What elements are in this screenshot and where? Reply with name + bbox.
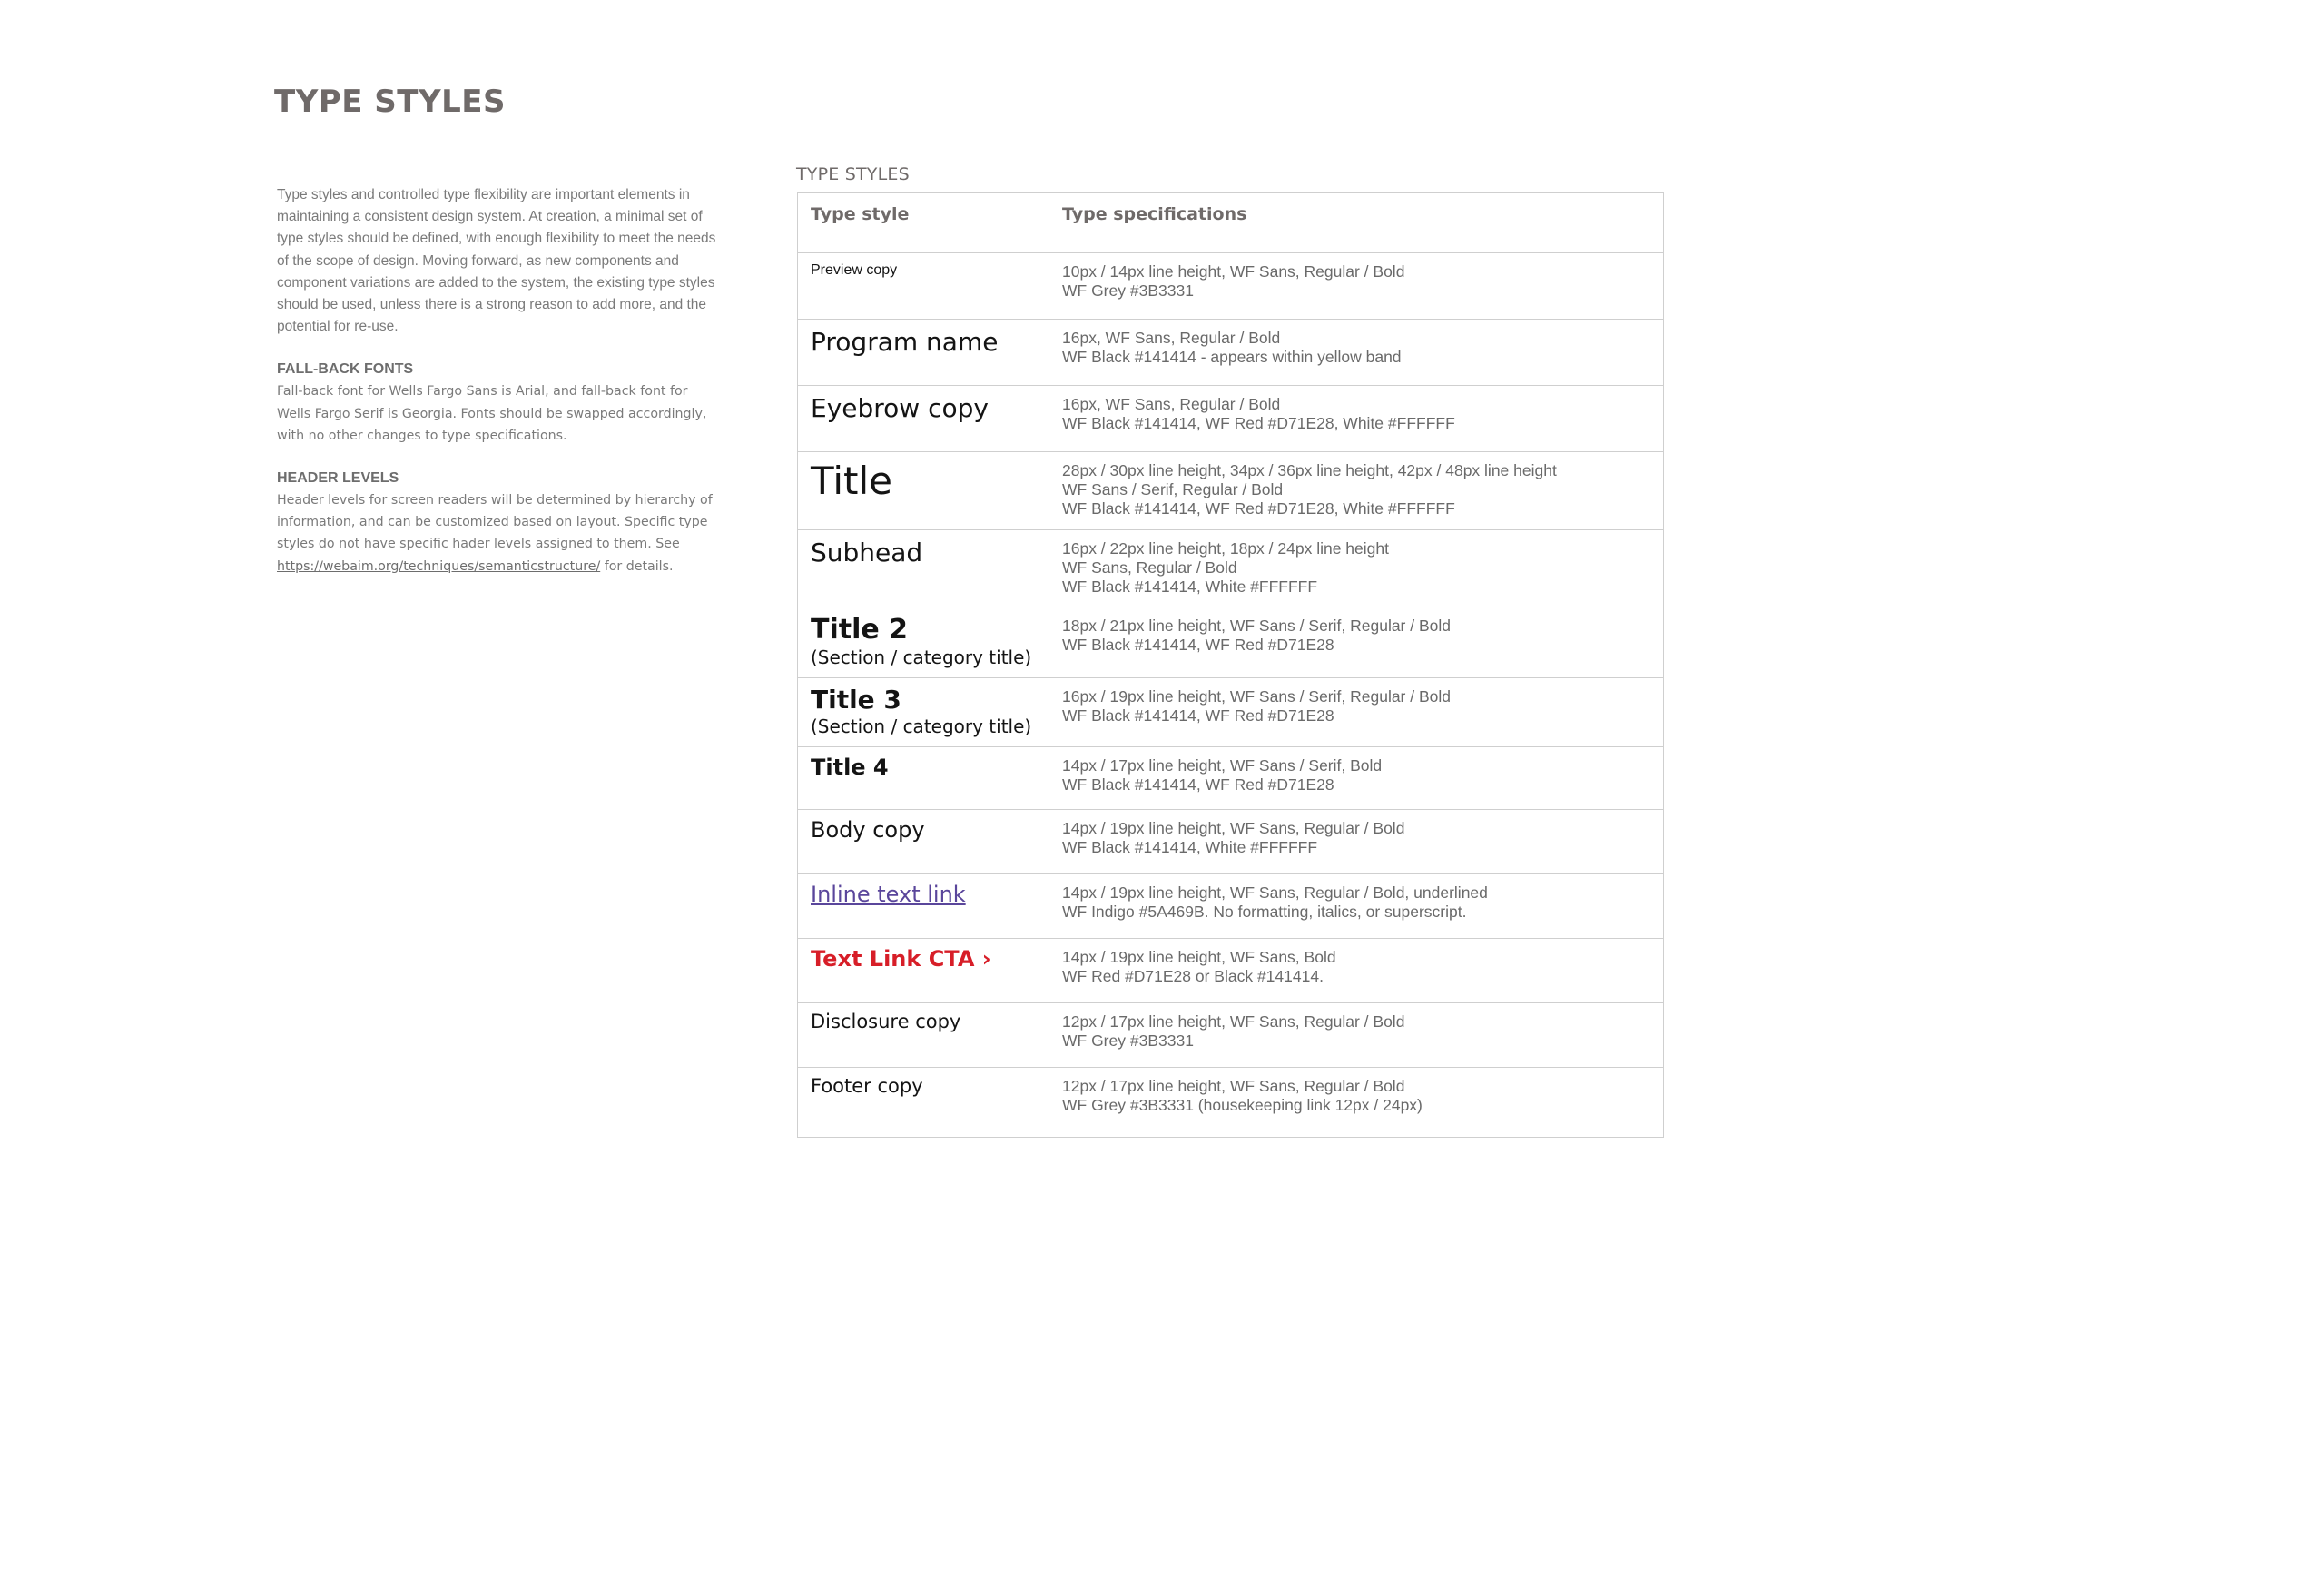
table-header-row xyxy=(798,193,1664,253)
spec-line: 14px / 19px line height, WF Sans, Regular / Bold xyxy=(1062,819,1405,837)
page-title: TYPE STYLES xyxy=(274,84,506,120)
type-style-cell xyxy=(798,320,1049,386)
table-row xyxy=(798,874,1664,939)
type-spec-cell xyxy=(1049,747,1664,810)
spec-line: WF Sans / Serif, Regular / Bold xyxy=(1062,480,1284,498)
table-row xyxy=(798,810,1664,874)
column-header-type-specs: Type specifications xyxy=(1049,193,1664,253)
spec-line: WF Black #141414, WF Red #D71E28 xyxy=(1062,636,1334,654)
spec-line: WF Black #141414 - appears within yellow band xyxy=(1062,348,1402,366)
spec-line: WF Sans, Regular / Bold xyxy=(1062,558,1237,577)
type-style-cell xyxy=(798,874,1049,939)
table-caption: TYPE STYLES xyxy=(796,164,910,184)
type-spec-cell xyxy=(1049,253,1664,320)
spec-line: 16px / 22px line height, 18px / 24px line height xyxy=(1062,539,1389,558)
cta-label: Text Link CTA xyxy=(811,946,975,972)
type-style-cell xyxy=(798,939,1049,1003)
intro-panel xyxy=(277,184,722,577)
table-row xyxy=(798,747,1664,810)
type-style-note: (Section / category title) xyxy=(811,646,1032,668)
spec-line: 14px / 17px line height, WF Sans / Serif, Bold xyxy=(1062,756,1383,775)
spec-line: 16px, WF Sans, Regular / Bold xyxy=(1062,329,1281,347)
type-style-cell xyxy=(798,253,1049,320)
type-style-name: Title xyxy=(811,459,893,503)
type-style-cell xyxy=(798,747,1049,810)
type-style-cell xyxy=(798,1068,1049,1138)
text-link-cta-sample[interactable] xyxy=(811,946,991,972)
table-row xyxy=(798,452,1664,530)
spec-line: 10px / 14px line height, WF Sans, Regular / Bold xyxy=(1062,262,1405,281)
spec-line: 16px, WF Sans, Regular / Bold xyxy=(1062,395,1281,413)
spec-line: WF Black #141414, White #FFFFFF xyxy=(1062,577,1318,596)
type-spec-cell xyxy=(1049,678,1664,747)
header-levels-body: Header levels for screen readers will be determined by hierarchy of information, and can be customized based on layout. Specific type styles do not have specific hader levels assigned to them. See xyxy=(277,493,713,552)
spec-line: 12px / 17px line height, WF Sans, Regular / Bold xyxy=(1062,1077,1405,1095)
table-row xyxy=(798,678,1664,747)
type-style-cell xyxy=(798,530,1049,607)
spec-line: WF Grey #3B3331 xyxy=(1062,281,1194,300)
type-spec-cell xyxy=(1049,1003,1664,1068)
type-style-name: Preview copy xyxy=(811,262,898,278)
type-spec-cell xyxy=(1049,386,1664,452)
type-style-name: Eyebrow copy xyxy=(811,393,989,423)
type-style-cell xyxy=(798,607,1049,678)
type-style-name: Body copy xyxy=(811,817,925,843)
type-spec-cell xyxy=(1049,874,1664,939)
spec-line: WF Black #141414, WF Red #D71E28, White #FFFFFF xyxy=(1062,499,1455,518)
type-style-name: Program name xyxy=(811,327,999,357)
type-style-note: (Section / category title) xyxy=(811,716,1032,737)
type-style-name: Title 2 xyxy=(811,614,909,646)
type-style-cell xyxy=(798,678,1049,747)
type-style-name: Title 3 xyxy=(811,685,901,715)
spec-line: WF Grey #3B3331 (housekeeping link 12px / 24px) xyxy=(1062,1096,1423,1114)
type-spec-cell xyxy=(1049,452,1664,530)
fallback-fonts-text: Fall-back font for Wells Fargo Sans is Arial, and fall-back font for Wells Fargo Serif is Georgia. Fonts should be swapped accordingly, with no other changes to type specifications. xyxy=(277,384,707,443)
type-spec-cell xyxy=(1049,607,1664,678)
spec-line: WF Red #D71E28 or Black #141414. xyxy=(1062,967,1324,985)
table-row xyxy=(798,1003,1664,1068)
spec-line: 18px / 21px line height, WF Sans / Serif, Regular / Bold xyxy=(1062,617,1451,635)
fallback-fonts-section xyxy=(277,359,722,447)
webaim-link[interactable]: https://webaim.org/techniques/semanticstructure/ xyxy=(277,558,601,574)
table-row xyxy=(798,320,1664,386)
type-style-name: Disclosure copy xyxy=(811,1011,961,1032)
table-row xyxy=(798,1068,1664,1138)
spec-line: WF Indigo #5A469B. No formatting, italics, or superscript. xyxy=(1062,903,1467,921)
spec-line: 16px / 19px line height, WF Sans / Serif, Regular / Bold xyxy=(1062,687,1451,706)
spec-line: 14px / 19px line height, WF Sans, Bold xyxy=(1062,948,1336,966)
spec-line: WF Black #141414, WF Red #D71E28, White #FFFFFF xyxy=(1062,414,1455,432)
table-row xyxy=(798,386,1664,452)
table-row xyxy=(798,939,1664,1003)
header-levels-section xyxy=(277,468,722,577)
type-style-cell xyxy=(798,810,1049,874)
type-style-cell xyxy=(798,1003,1049,1068)
type-spec-cell xyxy=(1049,939,1664,1003)
spec-line: WF Black #141414, WF Red #D71E28 xyxy=(1062,775,1334,794)
header-levels-text xyxy=(277,489,722,577)
header-levels-heading: HEADER LEVELS xyxy=(277,470,399,487)
spec-line: 12px / 17px line height, WF Sans, Regular / Bold xyxy=(1062,1012,1405,1031)
spec-line: WF Grey #3B3331 xyxy=(1062,1031,1194,1050)
type-style-cell xyxy=(798,386,1049,452)
type-spec-cell xyxy=(1049,320,1664,386)
type-style-name: Footer copy xyxy=(811,1075,923,1097)
fallback-fonts-heading: FALL-BACK FONTS xyxy=(277,361,414,378)
intro-paragraph: Type styles and controlled type flexibility are important elements in maintaining a consistent design system. At creation, a minimal set of type styles should be defined, with enough flexibility to meet the needs of the scope of design. Moving forward, as new components and component variations are added to the system, the existing type styles should be used, unless there is a strong reason to add more, and the potential for re-use. xyxy=(277,187,716,335)
header-levels-end: for details. xyxy=(600,558,674,574)
type-spec-cell xyxy=(1049,530,1664,607)
type-style-name: Title 4 xyxy=(811,755,889,780)
table-row xyxy=(798,253,1664,320)
table-row xyxy=(798,607,1664,678)
type-style-name: Subhead xyxy=(811,538,923,568)
type-styles-table xyxy=(797,192,1664,1138)
type-spec-cell xyxy=(1049,1068,1664,1138)
spec-line: 28px / 30px line height, 34px / 36px line height, 42px / 48px line height xyxy=(1062,461,1557,479)
column-header-type-style: Type style xyxy=(798,193,1049,253)
type-spec-cell xyxy=(1049,810,1664,874)
spec-line: WF Black #141414, White #FFFFFF xyxy=(1062,838,1318,856)
spec-line: 14px / 19px line height, WF Sans, Regular / Bold, underlined xyxy=(1062,883,1488,902)
inline-text-link-sample[interactable]: Inline text link xyxy=(811,882,966,907)
table-row xyxy=(798,530,1664,607)
type-style-cell xyxy=(798,452,1049,530)
spec-line: WF Black #141414, WF Red #D71E28 xyxy=(1062,706,1334,725)
chevron-right-icon: › xyxy=(981,946,991,972)
